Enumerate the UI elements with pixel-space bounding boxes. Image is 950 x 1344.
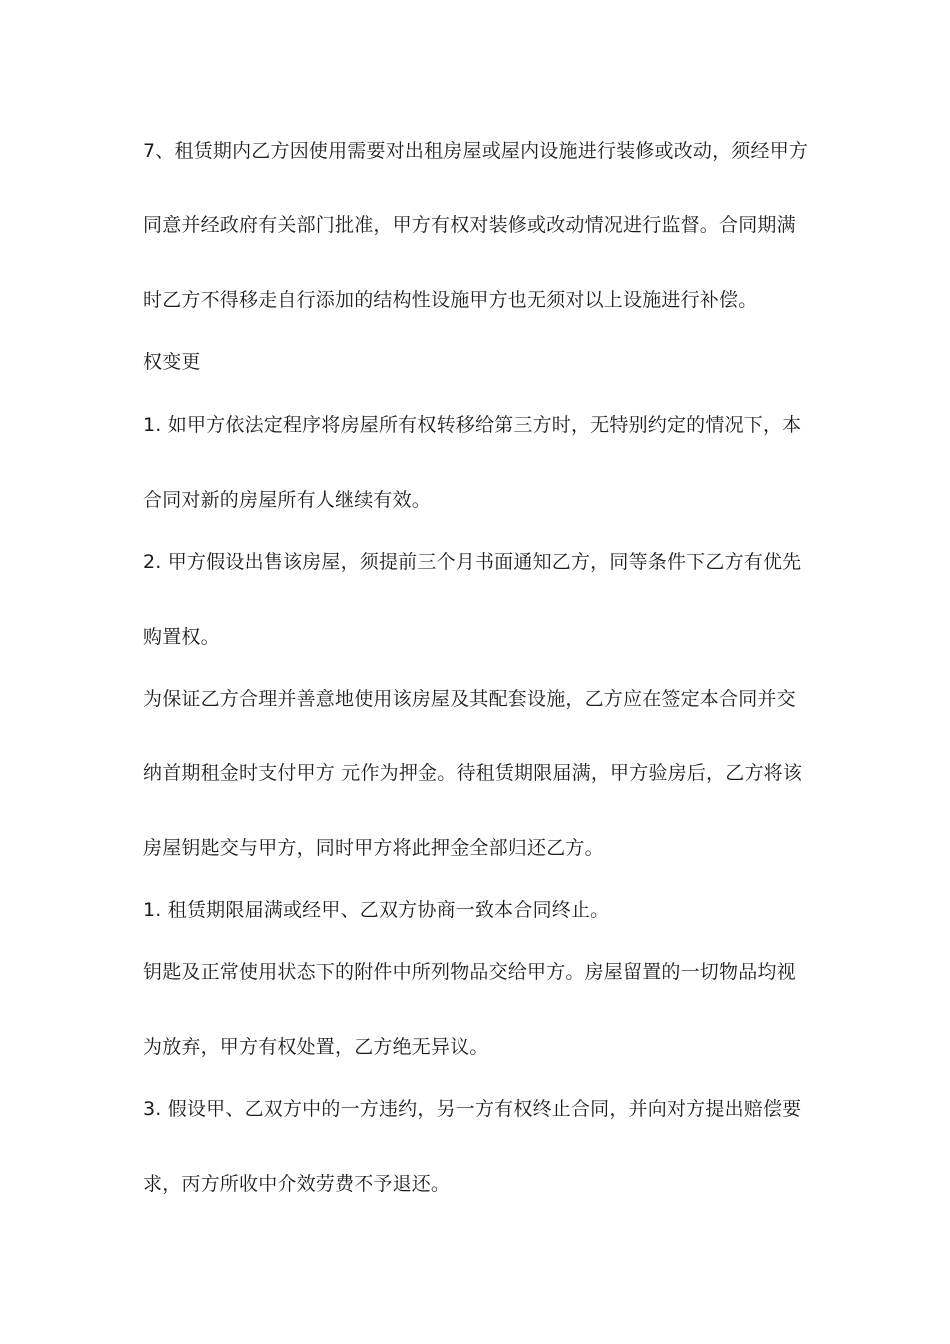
text-line: 2. 甲方假设出售该房屋，须提前三个月书面通知乙方，同等条件下乙方有优先 xyxy=(143,551,802,573)
section-heading: 权变更 xyxy=(143,351,201,373)
text-line: 1. 租赁期限届满或经甲、乙双方协商一致本合同终止。 xyxy=(143,899,610,921)
text-line: 纳首期租金时支付甲方 元作为押金。待租赁期限届满，甲方验房后，乙方将该 xyxy=(143,762,803,784)
text-line: 同意并经政府有关部门批准，甲方有权对装修或改动情况进行监督。合同期满 xyxy=(143,214,796,236)
text-line: 1. 如甲方依法定程序将房屋所有权转移给第三方时，无特别约定的情况下，本 xyxy=(143,414,802,436)
text-line: 房屋钥匙交与甲方，同时甲方将此押金全部归还乙方。 xyxy=(143,837,604,859)
text-line: 7、租赁期内乙方因使用需要对出租房屋或屋内设施进行装修或改动，须经甲方 xyxy=(143,140,809,162)
text-line: 合同对新的房屋所有人继续有效。 xyxy=(143,489,432,511)
text-line: 为放弃，甲方有权处置，乙方绝无异议。 xyxy=(143,1036,489,1058)
text-line: 为保证乙方合理并善意地使用该房屋及其配套设施，乙方应在签定本合同并交 xyxy=(143,688,796,710)
text-line: 3. 假设甲、乙双方中的一方违约，另一方有权终止合同，并向对方提出赔偿要 xyxy=(143,1098,802,1120)
text-line: 时乙方不得移走自行添加的结构性设施甲方也无须对以上设施进行补偿。 xyxy=(143,289,758,311)
text-line: 购置权。 xyxy=(143,626,220,648)
text-line: 求，丙方所收中介效劳费不予退还。 xyxy=(143,1173,451,1195)
text-line: 钥匙及正常使用状态下的附件中所列物品交给甲方。房屋留置的一切物品均视 xyxy=(143,961,796,983)
